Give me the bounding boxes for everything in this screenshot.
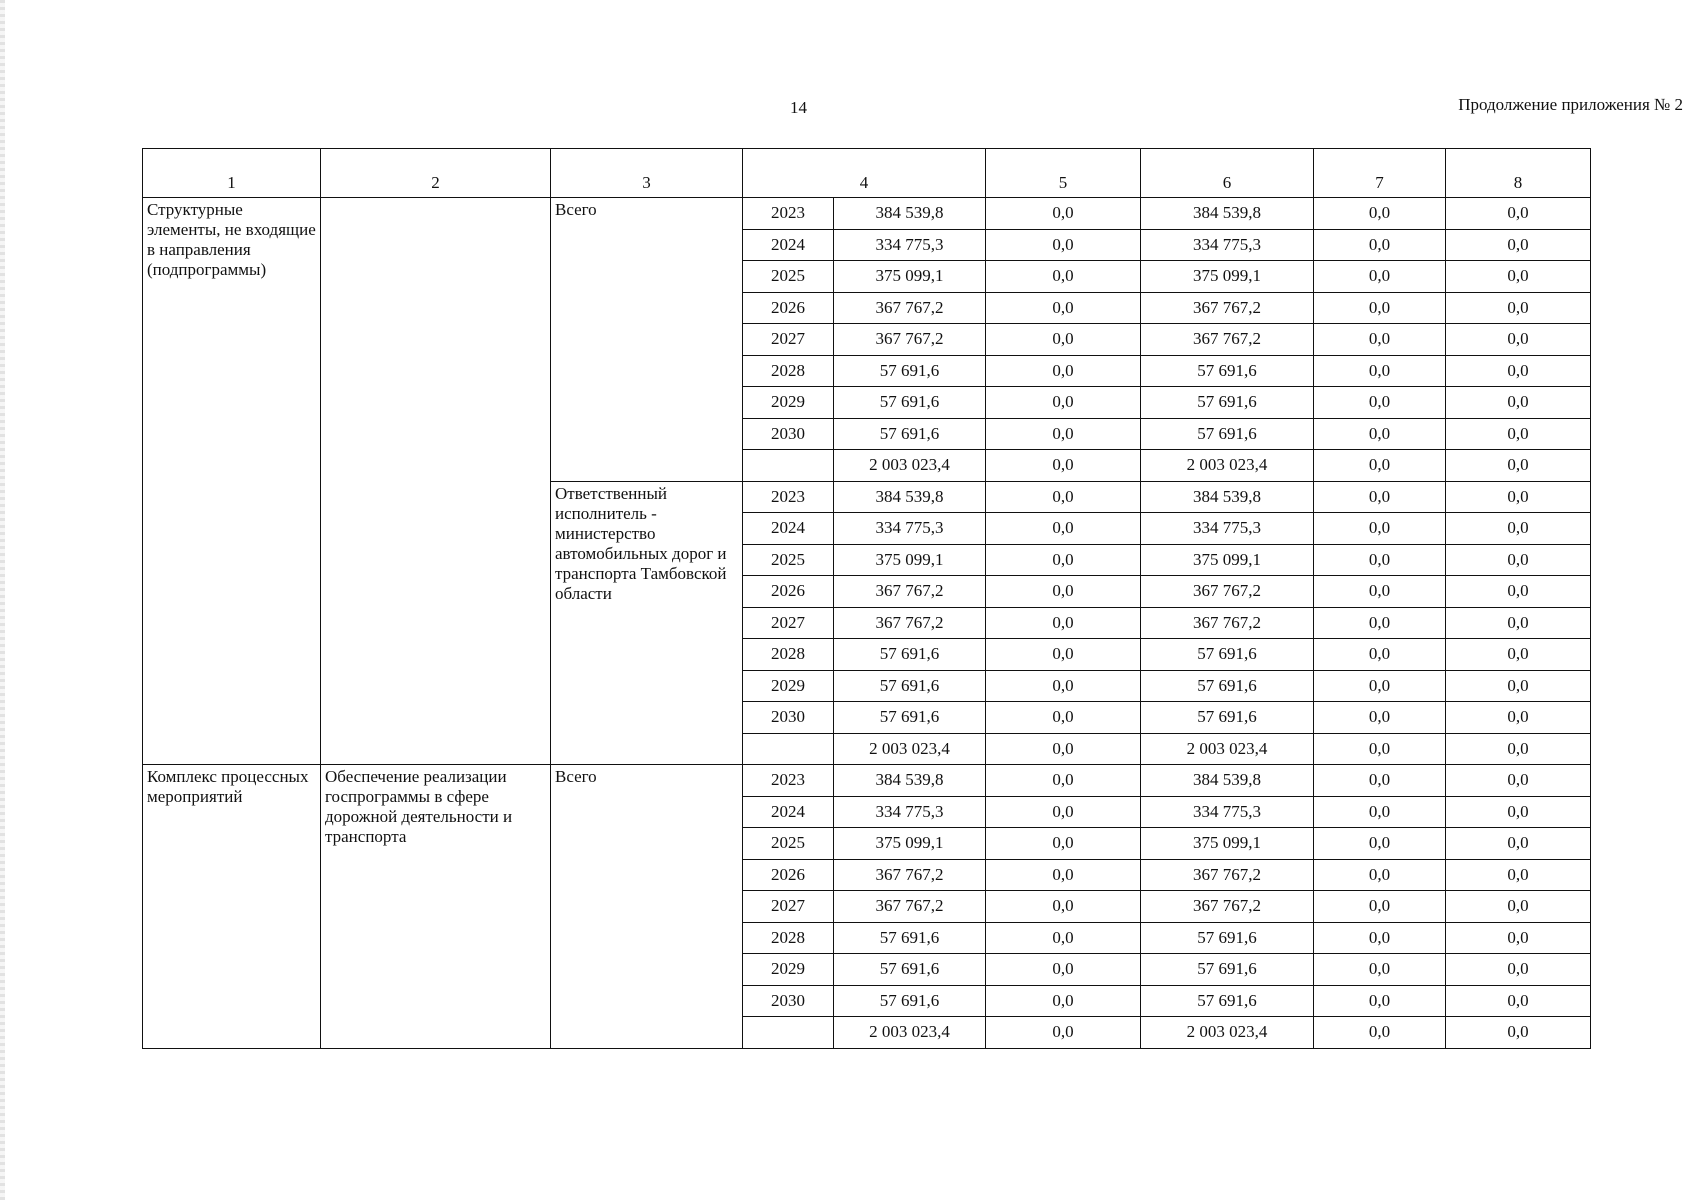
amount-cell: 367 767,2	[834, 607, 986, 639]
regional-cell: 384 539,8	[1141, 481, 1314, 513]
federal-cell: 0,0	[986, 859, 1141, 891]
amount-cell: 57 691,6	[834, 418, 986, 450]
federal-cell: 0,0	[986, 292, 1141, 324]
regional-cell: 367 767,2	[1141, 859, 1314, 891]
column-header: 8	[1446, 149, 1591, 198]
year-cell	[743, 1017, 834, 1049]
other-cell: 0,0	[1446, 954, 1591, 986]
year-cell: 2025	[743, 261, 834, 293]
year-cell: 2024	[743, 229, 834, 261]
continuation-note: Продолжение приложения № 2	[1458, 95, 1683, 114]
federal-cell: 0,0	[986, 1017, 1141, 1049]
other-cell: 0,0	[1446, 576, 1591, 608]
local-cell: 0,0	[1314, 355, 1446, 387]
regional-cell: 57 691,6	[1141, 702, 1314, 734]
column-header: 4	[743, 149, 986, 198]
amount-cell: 367 767,2	[834, 324, 986, 356]
amount-cell: 57 691,6	[834, 702, 986, 734]
amount-cell: 375 099,1	[834, 261, 986, 293]
year-cell: 2025	[743, 828, 834, 860]
other-cell: 0,0	[1446, 796, 1591, 828]
amount-cell: 375 099,1	[834, 828, 986, 860]
funding-source-cell: Всего	[551, 765, 743, 1049]
year-cell: 2024	[743, 513, 834, 545]
section-name-cell	[321, 198, 551, 765]
amount-cell: 2 003 023,4	[834, 450, 986, 482]
year-cell: 2027	[743, 324, 834, 356]
year-cell: 2026	[743, 576, 834, 608]
amount-cell: 57 691,6	[834, 387, 986, 419]
regional-cell: 334 775,3	[1141, 796, 1314, 828]
local-cell: 0,0	[1314, 733, 1446, 765]
local-cell: 0,0	[1314, 481, 1446, 513]
amount-cell: 57 691,6	[834, 670, 986, 702]
local-cell: 0,0	[1314, 828, 1446, 860]
other-cell: 0,0	[1446, 1017, 1591, 1049]
regional-cell: 57 691,6	[1141, 418, 1314, 450]
federal-cell: 0,0	[986, 481, 1141, 513]
section-type-cell: Комплекс процессных мероприятий	[143, 765, 321, 1049]
local-cell: 0,0	[1314, 450, 1446, 482]
federal-cell: 0,0	[986, 450, 1141, 482]
year-cell: 2026	[743, 859, 834, 891]
regional-cell: 2 003 023,4	[1141, 733, 1314, 765]
local-cell: 0,0	[1314, 292, 1446, 324]
regional-cell: 57 691,6	[1141, 355, 1314, 387]
funding-source-cell: Всего	[551, 198, 743, 482]
amount-cell: 2 003 023,4	[834, 733, 986, 765]
regional-cell: 367 767,2	[1141, 891, 1314, 923]
column-header: 7	[1314, 149, 1446, 198]
amount-cell: 334 775,3	[834, 229, 986, 261]
amount-cell: 57 691,6	[834, 639, 986, 671]
other-cell: 0,0	[1446, 418, 1591, 450]
table-body	[143, 198, 1591, 1049]
column-header: 6	[1141, 149, 1314, 198]
federal-cell: 0,0	[986, 387, 1141, 419]
year-cell: 2029	[743, 387, 834, 419]
local-cell: 0,0	[1314, 261, 1446, 293]
amount-cell: 367 767,2	[834, 576, 986, 608]
amount-cell: 2 003 023,4	[834, 1017, 986, 1049]
amount-cell: 334 775,3	[834, 513, 986, 545]
amount-cell: 57 691,6	[834, 954, 986, 986]
regional-cell: 57 691,6	[1141, 922, 1314, 954]
regional-cell: 367 767,2	[1141, 324, 1314, 356]
local-cell: 0,0	[1314, 765, 1446, 797]
federal-cell: 0,0	[986, 670, 1141, 702]
regional-cell: 57 691,6	[1141, 954, 1314, 986]
federal-cell: 0,0	[986, 639, 1141, 671]
other-cell: 0,0	[1446, 607, 1591, 639]
column-header: 1	[143, 149, 321, 198]
table-row	[143, 198, 1591, 230]
column-header-row	[143, 149, 1591, 198]
local-cell: 0,0	[1314, 1017, 1446, 1049]
regional-cell: 57 691,6	[1141, 387, 1314, 419]
regional-cell: 334 775,3	[1141, 513, 1314, 545]
funding-source-cell: Ответственный исполнитель - министерство автомобильных дорог и транспорта Тамбовской области	[551, 481, 743, 765]
local-cell: 0,0	[1314, 198, 1446, 230]
federal-cell: 0,0	[986, 702, 1141, 734]
year-cell	[743, 450, 834, 482]
other-cell: 0,0	[1446, 765, 1591, 797]
year-cell: 2027	[743, 891, 834, 923]
year-cell: 2023	[743, 765, 834, 797]
local-cell: 0,0	[1314, 891, 1446, 923]
year-cell: 2028	[743, 639, 834, 671]
year-cell: 2026	[743, 292, 834, 324]
local-cell: 0,0	[1314, 513, 1446, 545]
year-cell: 2028	[743, 355, 834, 387]
federal-cell: 0,0	[986, 261, 1141, 293]
other-cell: 0,0	[1446, 702, 1591, 734]
regional-cell: 2 003 023,4	[1141, 450, 1314, 482]
year-cell: 2023	[743, 198, 834, 230]
year-cell: 2024	[743, 796, 834, 828]
other-cell: 0,0	[1446, 985, 1591, 1017]
other-cell: 0,0	[1446, 387, 1591, 419]
local-cell: 0,0	[1314, 324, 1446, 356]
federal-cell: 0,0	[986, 954, 1141, 986]
other-cell: 0,0	[1446, 670, 1591, 702]
year-cell: 2025	[743, 544, 834, 576]
federal-cell: 0,0	[986, 324, 1141, 356]
regional-cell: 384 539,8	[1141, 198, 1314, 230]
regional-cell: 334 775,3	[1141, 229, 1314, 261]
year-cell: 2030	[743, 418, 834, 450]
federal-cell: 0,0	[986, 985, 1141, 1017]
other-cell: 0,0	[1446, 513, 1591, 545]
amount-cell: 367 767,2	[834, 292, 986, 324]
federal-cell: 0,0	[986, 544, 1141, 576]
regional-cell: 57 691,6	[1141, 670, 1314, 702]
local-cell: 0,0	[1314, 639, 1446, 671]
amount-cell: 57 691,6	[834, 985, 986, 1017]
local-cell: 0,0	[1314, 954, 1446, 986]
regional-cell: 367 767,2	[1141, 292, 1314, 324]
other-cell: 0,0	[1446, 292, 1591, 324]
regional-cell: 367 767,2	[1141, 576, 1314, 608]
federal-cell: 0,0	[986, 198, 1141, 230]
federal-cell: 0,0	[986, 922, 1141, 954]
federal-cell: 0,0	[986, 891, 1141, 923]
regional-cell: 375 099,1	[1141, 544, 1314, 576]
federal-cell: 0,0	[986, 765, 1141, 797]
other-cell: 0,0	[1446, 828, 1591, 860]
federal-cell: 0,0	[986, 733, 1141, 765]
local-cell: 0,0	[1314, 702, 1446, 734]
year-cell: 2029	[743, 670, 834, 702]
other-cell: 0,0	[1446, 229, 1591, 261]
other-cell: 0,0	[1446, 261, 1591, 293]
federal-cell: 0,0	[986, 229, 1141, 261]
other-cell: 0,0	[1446, 355, 1591, 387]
federal-cell: 0,0	[986, 576, 1141, 608]
local-cell: 0,0	[1314, 229, 1446, 261]
local-cell: 0,0	[1314, 576, 1446, 608]
regional-cell: 2 003 023,4	[1141, 1017, 1314, 1049]
local-cell: 0,0	[1314, 387, 1446, 419]
page-number: 14	[790, 98, 807, 117]
amount-cell: 367 767,2	[834, 859, 986, 891]
year-cell: 2028	[743, 922, 834, 954]
local-cell: 0,0	[1314, 796, 1446, 828]
regional-cell: 375 099,1	[1141, 828, 1314, 860]
local-cell: 0,0	[1314, 985, 1446, 1017]
local-cell: 0,0	[1314, 607, 1446, 639]
amount-cell: 375 099,1	[834, 544, 986, 576]
column-header: 5	[986, 149, 1141, 198]
other-cell: 0,0	[1446, 544, 1591, 576]
federal-cell: 0,0	[986, 796, 1141, 828]
federal-cell: 0,0	[986, 418, 1141, 450]
other-cell: 0,0	[1446, 324, 1591, 356]
column-header: 3	[551, 149, 743, 198]
regional-cell: 57 691,6	[1141, 639, 1314, 671]
other-cell: 0,0	[1446, 450, 1591, 482]
other-cell: 0,0	[1446, 859, 1591, 891]
other-cell: 0,0	[1446, 891, 1591, 923]
amount-cell: 57 691,6	[834, 922, 986, 954]
local-cell: 0,0	[1314, 418, 1446, 450]
regional-cell: 367 767,2	[1141, 607, 1314, 639]
year-cell: 2030	[743, 985, 834, 1017]
column-header: 2	[321, 149, 551, 198]
section-name-cell: Обеспечение реализации госпрограммы в сфере дорожной деятельности и транспорта	[321, 765, 551, 1049]
local-cell: 0,0	[1314, 670, 1446, 702]
regional-cell: 57 691,6	[1141, 985, 1314, 1017]
federal-cell: 0,0	[986, 513, 1141, 545]
other-cell: 0,0	[1446, 639, 1591, 671]
budget-table	[142, 148, 1591, 1049]
year-cell: 2030	[743, 702, 834, 734]
year-cell: 2027	[743, 607, 834, 639]
other-cell: 0,0	[1446, 198, 1591, 230]
other-cell: 0,0	[1446, 922, 1591, 954]
year-cell: 2029	[743, 954, 834, 986]
section-type-cell: Структурные элементы, не входящие в направления (подпрограммы)	[143, 198, 321, 765]
regional-cell: 384 539,8	[1141, 765, 1314, 797]
amount-cell: 57 691,6	[834, 355, 986, 387]
amount-cell: 384 539,8	[834, 481, 986, 513]
scan-edge-artifact	[0, 0, 5, 1200]
year-cell	[743, 733, 834, 765]
local-cell: 0,0	[1314, 544, 1446, 576]
local-cell: 0,0	[1314, 922, 1446, 954]
local-cell: 0,0	[1314, 859, 1446, 891]
amount-cell: 367 767,2	[834, 891, 986, 923]
other-cell: 0,0	[1446, 481, 1591, 513]
federal-cell: 0,0	[986, 828, 1141, 860]
federal-cell: 0,0	[986, 355, 1141, 387]
regional-cell: 375 099,1	[1141, 261, 1314, 293]
amount-cell: 334 775,3	[834, 796, 986, 828]
amount-cell: 384 539,8	[834, 765, 986, 797]
year-cell: 2023	[743, 481, 834, 513]
federal-cell: 0,0	[986, 607, 1141, 639]
amount-cell: 384 539,8	[834, 198, 986, 230]
table-row	[143, 765, 1591, 797]
other-cell: 0,0	[1446, 733, 1591, 765]
